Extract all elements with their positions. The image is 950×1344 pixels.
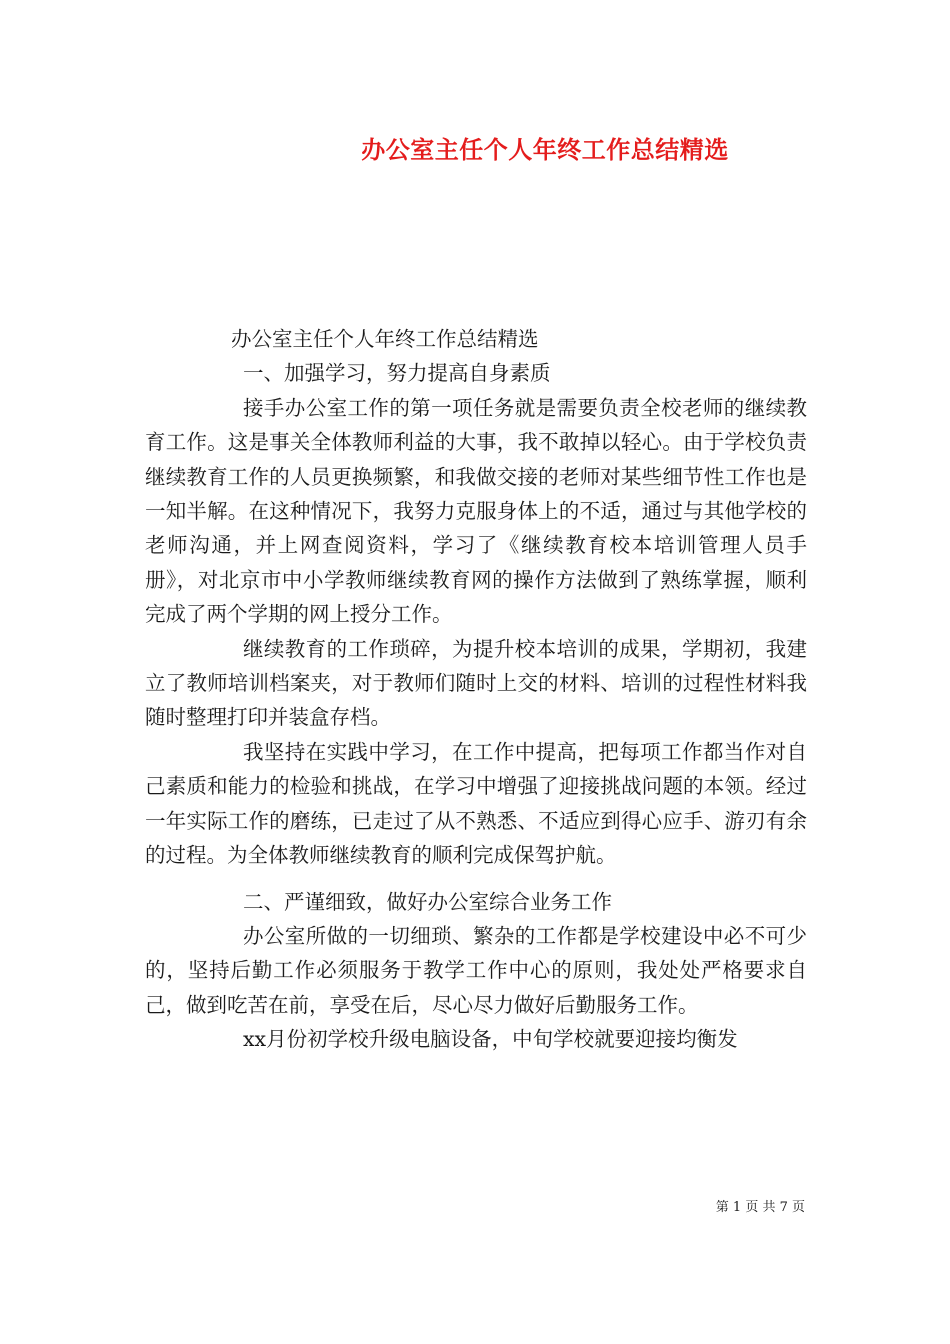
paragraph: 办公室所做的一切细琐、繁杂的工作都是学校建设中必不可少的，坚持后勤工作必须服务于教学工作中心的原则，我处处严格要求自己，做到吃苦在前，享受在后，尽心尽力做好后勤服务工作。 [145,923,807,1017]
paragraph: 我坚持在实践中学习，在工作中提高，把每项工作都当作对自己素质和能力的检验和挑战，在学习中增强了迎接挑战问题的本领。经过一年实际工作的磨练，已走过了从不熟悉、不适应到得心应手、游刃有余的过程。为全体教师继续教育的顺利完成保驾护航。 [145,739,807,868]
paragraph: 继续教育的工作琐碎，为提升校本培训的成果，学期初，我建立了教师培训档案夹，对于教师们随时上交的材料、培训的过程性材料我随时整理打印并装盒存档。 [145,636,807,730]
section-heading-1: 一、加强学习，努力提高自身素质 [243,361,551,386]
page-footer: 第 1 页 共 7 页 [715,1200,805,1215]
document-body [145,322,807,1057]
page-title: 办公室主任个人年终工作总结精选 [361,136,729,164]
section-heading-2: 二、严谨细致，做好办公室综合业务工作 [243,889,612,914]
document-subtitle: 办公室主任个人年终工作总结精选 [231,327,539,351]
paragraph: 接手办公室工作的第一项任务就是需要负责全校老师的继续教育工作。这是事关全体教师利益的大事，我不敢掉以轻心。由于学校负责继续教育工作的人员更换频繁，和我做交接的老师对某些细节性工作也是一知半解。在这种情况下，我努力克服身体上的不适，通过与其他学校的老师沟通，并上网查阅资料，学习了《继续教育校本培训管理人员手册》，对北京市中小学教师继续教育网的操作方法做到了熟练掌握，顺利完成了两个学期的网上授分工作。 [145,395,807,627]
paragraph: xx月份初学校升级电脑设备，中旬学校就要迎接均衡发 [243,1027,738,1052]
